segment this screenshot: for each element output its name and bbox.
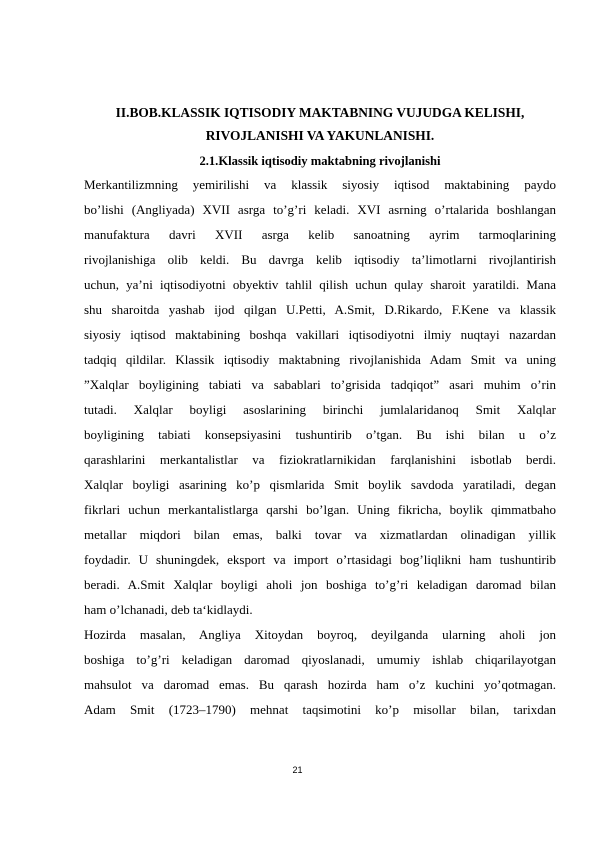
- paragraph-line: manufaktura davri XVII asrga kelib sanoatning ayrim tarmoqlarining: [84, 227, 556, 242]
- paragraph-line: tadqiq qildilar. Klassik iqtisodiy maktabning rivojlanishida Adam Smit va uning: [84, 352, 556, 367]
- paragraph-line: ”Xalqlar boyligining tabiati va sabablari to’grisida tadqiqot” asari muhim o’rin: [84, 377, 556, 392]
- paragraph-line: ham o’lchanadi, deb ta‘kidlaydi.: [84, 602, 253, 617]
- paragraph-line: metallar miqdori bilan emas, balki tovar va xizmatlardan olinadigan yillik: [84, 527, 556, 542]
- page-number: 21: [292, 765, 303, 775]
- chapter-title-line-1: II.BOB.KLASSIK IQTISODIY MAKTABNING VUJUDGA KELISHI,: [115, 105, 525, 120]
- paragraph-line: rivojlanishiga olib keldi. Bu davrga kelib iqtisodiy ta’limotlarni rivojlantirish: [84, 252, 556, 267]
- paragraph-line: boshiga to’g’ri keladigan daromad qiyoslanadi, umumiy ishlab chiqarilayotgan: [84, 652, 556, 667]
- paragraph-line: qarashlarini merkantalistlar va fiziokratlarnikidan farqlanishini isbotlab berdi.: [84, 452, 556, 467]
- paragraph-line: Merkantilizmning yemirilishi va klassik siyosiy iqtisod maktabining paydo: [84, 177, 556, 192]
- chapter-title-line-2: RIVOJLANISHI VA YAKUNLANISHI.: [205, 128, 435, 143]
- section-title: 2.1.Klassik iqtisodiy maktabning rivojlanishi: [199, 154, 441, 168]
- paragraph-line: Xalqlar boyligi asarining ko’p qismlarida Smit boylik savdoda yaratiladi, degan: [84, 477, 556, 492]
- paragraph-line: foydadir. U shuningdek, eksport va import o’rtasidagi bog’liqlikni ham tushuntirib: [84, 552, 556, 567]
- paragraph-line: boyligining tabiati konsepsiyasini tushuntirib o’tgan. Bu ishi bilan u o’z: [84, 427, 556, 442]
- paragraph-line: mahsulot va daromad emas. Bu qarash hozirda ham o’z kuchini yo’qotmagan.: [84, 677, 556, 692]
- paragraph-line: bo’lishi (Angliyada) XVII asrga to’g’ri keladi. XVI asrning o’rtalarida boshlangan: [84, 202, 556, 217]
- paragraph-line: siyosiy iqtisod maktabining boshqa vakillari iqtisodiyotni ilmiy nuqtayi nazardan: [84, 327, 556, 342]
- paragraph-line: Hozirda masalan, Angliya Xitoydan boyroq, deyilganda ularning aholi jon: [84, 627, 556, 642]
- paragraph-line: shu sharoitda yashab ijod qilgan U.Petti, A.Smit, D.Rikardo, F.Kene va klassik: [84, 302, 556, 317]
- paragraph-line: fikrlari uchun merkantalistlarga qarshi bo’lgan. Uning fikricha, boylik qimmatbaho: [84, 502, 556, 517]
- paragraph-line: tutadi. Xalqlar boyligi asoslarining birinchi jumlalaridanoq Smit Xalqlar: [84, 402, 556, 417]
- paragraph-line: Adam Smit (1723–1790) mehnat taqsimotini ko’p misollar bilan, tarixdan: [84, 702, 556, 717]
- paragraph-line: beradi. A.Smit Xalqlar boyligi aholi jon boshiga to’g’ri keladigan daromad bilan: [84, 577, 556, 592]
- paragraph-line: uchun, ya’ni iqtisodiyotni obyektiv tahlil qilish uchun qulay sharoit yaratildi. Mana: [84, 277, 556, 292]
